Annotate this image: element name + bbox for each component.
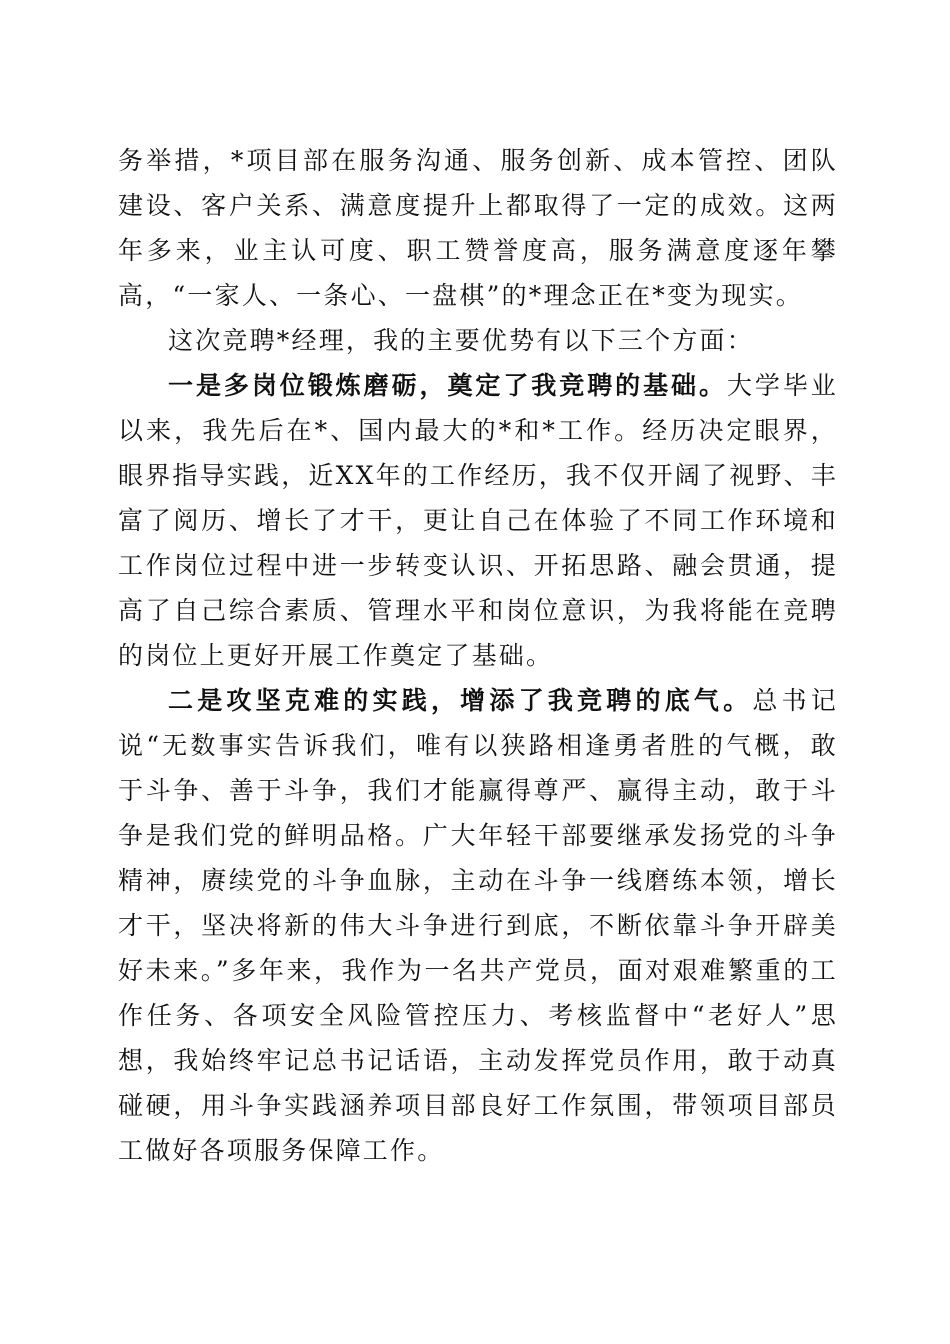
paragraph-3-text: 大学毕业以来，我先后在*、国内最大的*和*工作。经历决定眼界，眼界指导实践，近XX年的工作经历，我不仅开阔了视野、丰富了阅历、增长了才干，更让自己在体验了不同工作环境和工作岗位过程中进一步转变认识、开拓思路、融会贯通，提高了自己综合素质、管理水平和岗位意识，为我将能在竞聘的岗位上更好开展工作奠定了基础。 xyxy=(118,371,838,670)
document-body xyxy=(118,138,838,1173)
paragraph-4-heading: 二是攻坚克难的实践，增添了我竞聘的底气。 xyxy=(168,686,753,715)
paragraph-4-text: 总书记说“无数事实告诉我们，唯有以狭路相逢勇者胜的气概，敢于斗争、善于斗争，我们才能赢得尊严、赢得主动，敢于斗争是我们党的鲜明品格。广大年轻干部要继承发扬党的斗争精神，赓续党的斗争血脉，主动在斗争一线磨练本领，增长才干，坚决将新的伟大斗争进行到底，不断依靠斗争开辟美好未来。”多年来，我作为一名共产党员，面对艰难繁重的工作任务、各项安全风险管控压力、考核监督中“老好人”思想，我始终牢记总书记话语，主动发挥党员作用，敢于动真碰硬，用斗争实践涵养项目部良好工作氛围，带领项目部员工做好各项服务保障工作。 xyxy=(118,686,838,1165)
paragraph-4 xyxy=(118,678,838,1173)
paragraph-2-text: 这次竞聘*经理，我的主要优势有以下三个方面： xyxy=(168,326,754,355)
paragraph-1 xyxy=(118,138,838,318)
paragraph-3 xyxy=(118,363,838,678)
paragraph-3-heading: 一是多岗位锻炼磨砺，奠定了我竞聘的基础。 xyxy=(168,371,727,400)
paragraph-1-text: 务举措，*项目部在服务沟通、服务创新、成本管控、团队建设、客户关系、满意度提升上都取得了一定的成效。这两年多来，业主认可度、职工赞誉度高，服务满意度逐年攀高，“一家人、一条心、一盘棋”的*理念正在*变为现实。 xyxy=(118,146,838,310)
paragraph-2 xyxy=(118,318,838,363)
